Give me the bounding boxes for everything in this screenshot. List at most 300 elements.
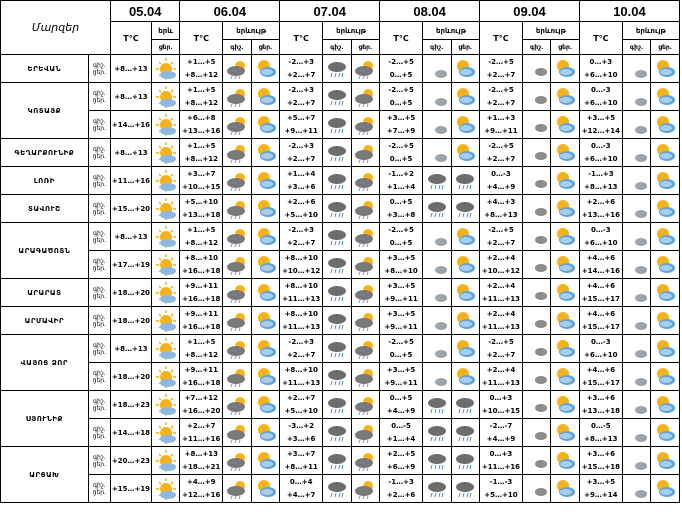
temperature-cell [280,335,323,363]
night-temp: +1…+4 [286,169,316,178]
night-temp: +4…+9 [187,477,216,486]
weather-icon-cell [651,363,680,391]
night-temp: 0…-5 [591,421,611,430]
sun-cloud-icon [453,337,479,361]
day-temp: +4…+9 [386,406,416,415]
forecast-body [1,55,680,503]
moon-icon [624,393,650,417]
cloud-rain-icon [453,169,479,193]
day-night-label [88,307,110,335]
day-label: ցեր. [92,96,107,104]
temperature-cell [280,111,323,139]
date-header: 09.04 [480,1,580,22]
night-temp: +2…+6 [586,197,616,206]
sun-cloud-icon [552,169,578,193]
sun-cloud-icon [652,113,678,137]
sun-icon [153,477,179,501]
moon-icon [624,281,650,305]
day-header: ցեր. [151,40,180,55]
weather-icon-cell [422,251,451,279]
sun-cloud-icon [652,197,678,221]
night-temp: -3…+2 [288,421,314,430]
weather-icon-cell [622,195,651,223]
day-label: ցեր. [92,460,107,468]
day-label: ցեր. [92,292,107,300]
night-temp: +4…+6 [586,309,616,318]
region-name: ԿՈՏԱՅՔ [1,83,89,139]
night-temp: +8…+10 [284,309,318,318]
region-name: ԱՐԱՐԱՏ [1,279,89,307]
cloud-sun-icon [224,57,250,81]
day-temp: +17…+19 [111,260,151,269]
cloud-rain-icon [324,169,350,193]
temperature-cell [579,391,622,419]
sun-cloud-icon [253,365,279,389]
night-temp: 0…-3 [591,85,611,94]
day-temp: +18…+21 [182,462,221,471]
day-header: ցեր. [451,40,480,55]
temperature-cell [180,335,223,363]
region-name: ՎԱՅՈՑ ՁՈՐ [1,335,89,391]
sun-cloud-icon [652,281,678,305]
day-label: ցեր. [92,180,107,188]
weather-icon-cell [323,475,352,503]
moon-icon [624,477,650,501]
sun-cloud-icon [453,85,479,109]
temperature-cell [579,335,622,363]
temperature-cell [180,475,223,503]
night-temp: +4…+6 [586,253,616,262]
weather-icon-cell [151,83,180,111]
weather-icon-cell [323,195,352,223]
night-temp: +9…+11 [184,281,218,290]
night-temp: +1…+5 [187,85,216,94]
day-temp: +5…+10 [284,406,318,415]
weather-icon-cell [223,307,252,335]
temperature-cell [480,391,523,419]
temperature-cell [480,55,523,83]
sun-cloud-icon [253,309,279,333]
day-night-label [88,363,110,391]
weather-icon-cell [551,111,580,139]
night-label: գիշ. [93,481,106,489]
weather-icon-cell [251,335,280,363]
date-header: 08.04 [380,1,480,22]
night-temp: +8…+10 [284,365,318,374]
sun-cloud-icon [552,365,578,389]
day-temp: +16…+20 [182,406,221,415]
temperature-cell [380,251,423,279]
day-temp: +13…+18 [182,210,221,219]
cloud-sun-icon [353,421,379,445]
weather-icon-cell [422,223,451,251]
weather-icon-cell [422,363,451,391]
temperature-cell [380,475,423,503]
temperature-cell [579,83,622,111]
day-temp: +2…+7 [286,98,316,107]
day-night-label [88,83,110,111]
weather-icon-cell [351,83,380,111]
moon-icon [424,337,450,361]
weather-icon-cell [651,167,680,195]
cloud-rain-icon [424,477,450,501]
region-name: ՍՅՈՒՆԻՔ [1,391,89,447]
sun-icon [153,113,179,137]
weather-icon-cell [522,335,551,363]
temperature-cell [480,111,523,139]
night-label: գիշ. [93,117,106,125]
weather-icon-cell [451,475,480,503]
weather-icon-cell [351,419,380,447]
moon-cloud-icon [524,421,550,445]
moon-cloud-icon [524,85,550,109]
weather-icon-cell [351,195,380,223]
cloud-sun-icon [224,421,250,445]
day-label: ցեր. [92,264,107,272]
day-label: ցեր. [92,208,107,216]
weather-icon-cell [451,447,480,475]
temperature-cell [180,223,223,251]
day-label: ցեր. [92,348,107,356]
sun-cloud-icon [552,393,578,417]
night-temp: +1…+5 [187,225,216,234]
sun-cloud-icon [552,197,578,221]
weather-icon-cell [622,83,651,111]
cloud-rain-icon [324,337,350,361]
temperature-cell [380,391,423,419]
temperature-cell [579,363,622,391]
night-temp: +3…+5 [386,253,416,262]
moon-icon [424,57,450,81]
night-temp: 0…+5 [389,197,413,206]
weather-icon-cell [323,419,352,447]
sun-cloud-icon [552,421,578,445]
day-label: ցեր. [92,404,107,412]
weather-icon-cell [422,279,451,307]
weather-icon-cell [651,83,680,111]
weather-icon-cell [522,363,551,391]
sun-cloud-icon [253,449,279,473]
day-night-label [88,335,110,363]
sun-cloud-icon [652,57,678,81]
day-temp: +11…+13 [481,294,521,303]
weather-icon-cell [351,251,380,279]
sun-cloud-icon [453,365,479,389]
night-temp: -2…+5 [488,85,514,94]
temperature-cell [111,475,152,503]
cloud-sun-icon [224,197,250,221]
night-temp: -1…+3 [588,169,614,178]
weather-icon-cell [451,195,480,223]
day-temp: +11…+16 [111,176,151,185]
night-temp: +2…+6 [286,197,316,206]
sun-icon [153,449,179,473]
night-label: գիշ. [93,369,106,377]
temperature-cell [111,447,152,475]
temperature-cell [111,167,152,195]
table-row [1,139,680,167]
temp-header: T°C [180,22,223,55]
cloud-sun-icon [353,253,379,277]
moon-icon [624,309,650,333]
weather-icon-cell [651,391,680,419]
day-night-label [88,139,110,167]
day-temp: +7…+9 [386,126,416,135]
cloud-sun-icon [353,477,379,501]
day-temp: +5…+10 [484,490,518,499]
cloud-rain-icon [324,141,350,165]
weather-icon-cell [422,447,451,475]
moon-icon [624,141,650,165]
temperature-cell [380,223,423,251]
weather-icon-cell [451,139,480,167]
weather-icon-cell [323,391,352,419]
night-temp: +2…+4 [486,253,516,262]
night-temp: +8…+10 [184,253,218,262]
cloud-sun-icon [224,141,250,165]
day-temp: +15…+19 [111,484,151,493]
weather-icon-cell [551,195,580,223]
cloud-sun-icon [224,309,250,333]
moon-cloud-icon [524,477,550,501]
moon-icon [624,365,650,389]
night-temp: -2…+5 [388,57,414,66]
night-temp: -2…-7 [489,421,513,430]
sun-icon [153,141,179,165]
weather-icon-cell [451,307,480,335]
sun-icon [153,225,179,249]
night-temp: +3…+5 [586,113,616,122]
weather-icon-cell [551,223,580,251]
cloud-rain-icon [424,421,450,445]
moon-cloud-icon [524,57,550,81]
night-temp: -2…+5 [488,141,514,150]
temperature-cell [280,307,323,335]
sun-icon [153,337,179,361]
night-temp: +8…+10 [284,281,318,290]
weather-icon-cell [422,475,451,503]
day-label: ցեր. [92,68,107,76]
day-night-label [88,475,110,503]
day-temp: +16…+18 [182,378,221,387]
precip-header: երևույթ [622,22,679,40]
weather-icon-cell [323,307,352,335]
day-header: ցեր. [251,40,280,55]
night-temp: +1…+3 [486,113,516,122]
day-temp: 0…+5 [389,154,413,163]
weather-icon-cell [622,167,651,195]
sun-cloud-icon [253,141,279,165]
temperature-cell [480,307,523,335]
day-temp: +8…+13 [584,434,618,443]
precip-header: երևույթ [323,22,380,40]
temperature-cell [280,83,323,111]
night-temp: +2…+4 [486,365,516,374]
temperature-cell [180,195,223,223]
sun-cloud-icon [652,337,678,361]
moon-icon [624,449,650,473]
cloud-rain-icon [453,449,479,473]
temperature-cell [480,363,523,391]
day-night-label [88,55,110,83]
weather-icon-cell [422,167,451,195]
temperature-cell [380,279,423,307]
weather-icon-cell [522,55,551,83]
sun-cloud-icon [453,281,479,305]
sun-icon [153,393,179,417]
temperature-cell [180,83,223,111]
cloud-rain-icon [424,169,450,193]
day-night-label [88,251,110,279]
night-temp: +3…+6 [586,393,616,402]
table-row [1,111,680,139]
night-temp: 0…+3 [589,57,613,66]
temperature-cell [280,223,323,251]
cloud-sun-icon [224,169,250,193]
night-temp: +3…+5 [386,365,416,374]
moon-icon [424,309,450,333]
cloud-sun-icon [224,477,250,501]
weather-icon-cell [351,139,380,167]
night-temp: +3…+5 [586,477,616,486]
night-temp: -2…+5 [388,85,414,94]
weather-icon-cell [323,139,352,167]
moon-icon [624,197,650,221]
night-temp: +3…+6 [586,449,616,458]
table-row [1,251,680,279]
weather-icon-cell [551,139,580,167]
day-label: ցեր. [92,320,107,328]
region-col-header: Մարզեր [1,1,111,55]
sun-icon [153,169,179,193]
precip-header: երևույթ [522,22,579,40]
day-temp: +18…+20 [111,288,151,297]
day-temp: +18…+20 [111,372,151,381]
weather-icon-cell [522,251,551,279]
day-night-label [88,223,110,251]
day-temp: +11…+16 [182,434,221,443]
night-temp: +1…+5 [187,57,216,66]
weather-icon-cell [251,195,280,223]
weather-icon-cell [251,391,280,419]
weather-icon-cell [551,167,580,195]
weather-icon-cell [522,139,551,167]
temperature-cell [180,55,223,83]
day-temp: +8…+13 [484,210,518,219]
day-night-label [88,391,110,419]
temperature-cell [380,111,423,139]
moon-cloud-icon [524,309,550,333]
weather-icon-cell [451,55,480,83]
weather-icon-cell [223,447,252,475]
temperature-cell [380,195,423,223]
temperature-cell [111,195,152,223]
table-row [1,55,680,83]
day-temp: +10…+15 [182,182,221,191]
weather-icon-cell [223,279,252,307]
weather-icon-cell [551,475,580,503]
night-temp: +9…+11 [184,365,218,374]
weather-icon-cell [323,335,352,363]
day-temp: +2…+7 [486,70,516,79]
weather-icon-cell [223,391,252,419]
moon-icon [624,85,650,109]
cloud-sun-icon [353,337,379,361]
weather-icon-cell [651,195,680,223]
temperature-cell [380,419,423,447]
weather-icon-cell [151,195,180,223]
day-temp: +9…+11 [384,294,418,303]
weather-icon-cell [323,279,352,307]
temperature-cell [480,475,523,503]
moon-icon [424,225,450,249]
moon-icon [424,85,450,109]
sun-cloud-icon [253,113,279,137]
moon-cloud-icon [524,365,550,389]
temperature-cell [579,167,622,195]
cloud-sun-icon [224,449,250,473]
region-name: ԳԵՂԱՐՔՈՒՆԻՔ [1,139,89,167]
cloud-sun-icon [224,337,250,361]
weather-icon-cell [451,83,480,111]
night-label: գիշ. [93,145,106,153]
temperature-cell [111,111,152,139]
sun-cloud-icon [552,253,578,277]
weather-icon-cell [522,111,551,139]
temperature-cell [111,391,152,419]
temperature-cell [380,139,423,167]
weather-icon-cell [551,55,580,83]
weather-icon-cell [551,307,580,335]
temperature-cell [111,83,152,111]
cloud-rain-icon [453,421,479,445]
weather-icon-cell [451,251,480,279]
region-name: ԱՐՑԱԽ [1,447,89,503]
temperature-cell [579,139,622,167]
day-temp: +15…+20 [111,204,151,213]
temperature-cell [579,419,622,447]
day-temp: +3…+6 [286,182,316,191]
weather-icon-cell [251,55,280,83]
temperature-cell [280,195,323,223]
weather-icon-cell [551,419,580,447]
weather-icon-cell [622,251,651,279]
cloud-rain-icon [453,477,479,501]
day-temp: +13…+18 [581,406,620,415]
weather-icon-cell [651,307,680,335]
sun-cloud-icon [652,309,678,333]
day-temp: +4…+9 [486,434,516,443]
sun-cloud-icon [253,169,279,193]
weather-icon-cell [622,111,651,139]
weather-icon-cell [522,447,551,475]
night-temp: -2…+3 [288,57,314,66]
day-label: ցեր. [92,124,107,132]
weather-icon-cell [651,139,680,167]
weather-icon-cell [151,391,180,419]
cloud-sun-icon [224,113,250,137]
temperature-cell [180,307,223,335]
weather-icon-cell [522,391,551,419]
day-temp: 0…+5 [389,238,413,247]
table-row [1,167,680,195]
cloud-sun-icon [353,113,379,137]
weather-icon-cell [622,55,651,83]
day-night-label [88,419,110,447]
day-temp: +6…+9 [386,462,416,471]
weather-icon-cell [451,167,480,195]
sun-icon [153,253,179,277]
